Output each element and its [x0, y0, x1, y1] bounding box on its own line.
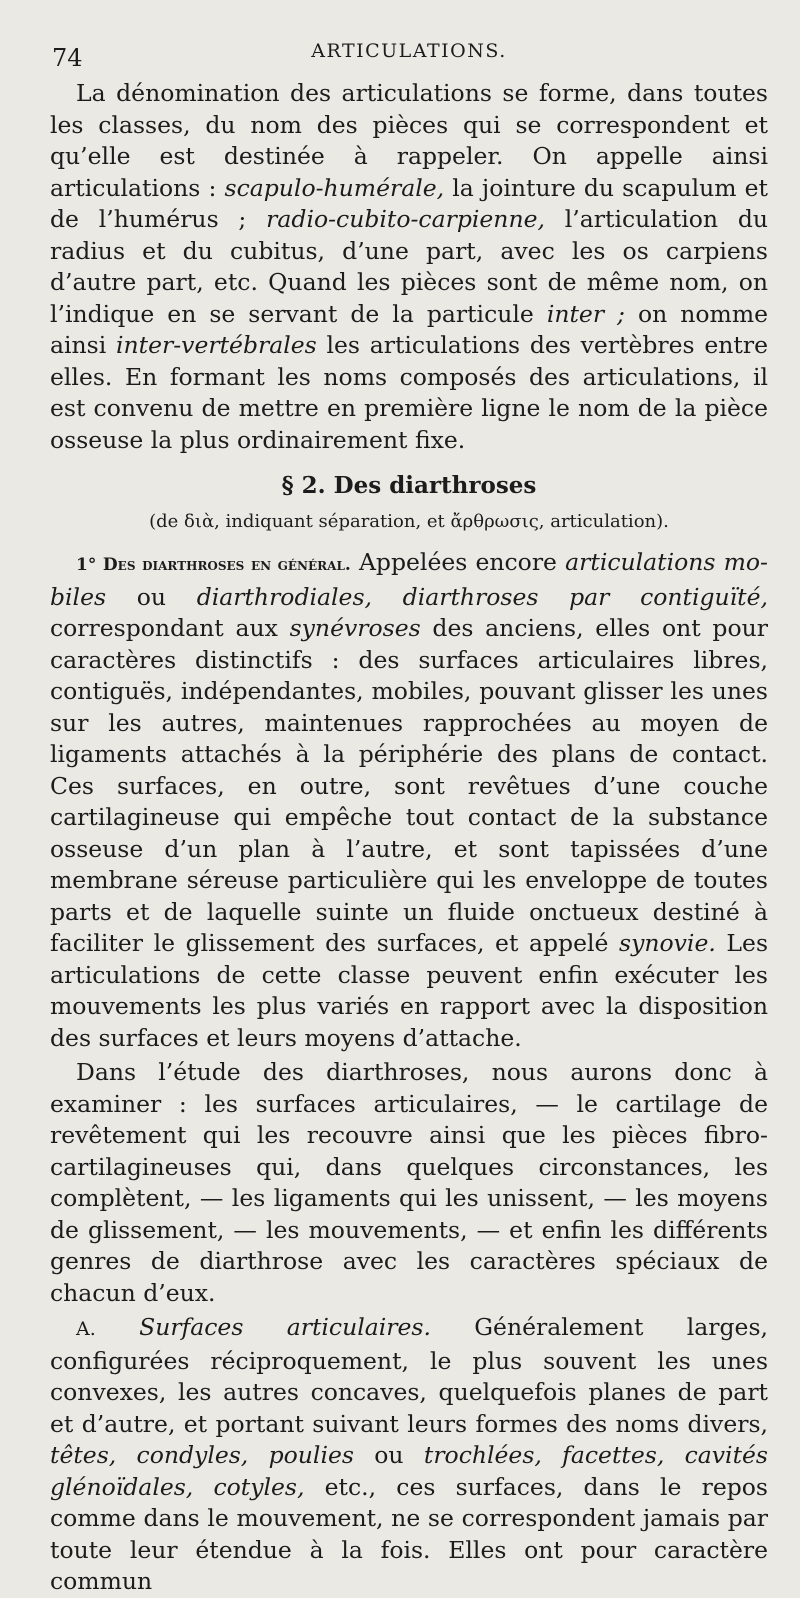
italic-term: inter-vertébrales: [116, 331, 317, 359]
text-run: les articulations des vertèbres entre elles. En formant les noms composés des articulations, il est convenu de mettre en première ligne le nom de la pièce osseuse la plus ordinairement fixe.: [50, 331, 768, 454]
subsection-heading: Surfaces articulaires.: [95, 1313, 431, 1341]
paragraph-intro: [50, 78, 768, 456]
subsection-letter: A.: [76, 1318, 96, 1340]
text-run: l’articulation du radius et du cubitus, d’une part, avec les os carpiens d’autre part, etc. Quand les pièces sont de même nom, on l’indique en se servant de la particule: [50, 205, 769, 328]
text-run: Appelées encore: [350, 548, 566, 576]
italic-term: diarthrodiales, diarthroses par contiguïté,: [196, 582, 768, 611]
text-run: ou: [106, 582, 197, 611]
text-run: La dénomination des articulations se forme, dans toutes les classes, du nom des pièces qui se correspondent et qu’elle est destinée à rappeler. On appelle ainsi articulations :: [50, 79, 768, 202]
page-number: 74: [52, 44, 83, 72]
page-header: [50, 30, 768, 78]
italic-term: scapulo-humérale,: [224, 173, 445, 202]
section-subtitle: (de διὰ, indiquant séparation, et ἄρθρωσις, articulation).: [149, 510, 669, 532]
subsection-heading: 1° Des diarthroses en général.: [76, 555, 351, 575]
italic-term: trochlées, facettes, cavités glénoïdales, cotyles,: [50, 1441, 768, 1501]
running-title: ARTICULATIONS.: [311, 40, 507, 62]
italic-term: radio-cubito-carpienne,: [266, 205, 545, 233]
text-run: ou: [353, 1441, 424, 1469]
text-run: etc., ces surfaces, dans le repos comme dans le mouvement, ne se correspondent jamais par toute leur étendue à la fois. Elles ont pour caractère commun: [50, 1472, 768, 1595]
text-run: la jointure du scapulum et de l’humérus ;: [50, 173, 768, 233]
text-run: correspondant aux: [50, 614, 290, 642]
text-run: Généralement larges, configurées réciproquement, le plus souvent les unes convexes, les autres concaves, quelquefois planes de part et d’autre, et portant suivant leurs formes des noms divers,: [50, 1313, 768, 1438]
section-title: § 2. Des diarthroses: [281, 472, 537, 499]
italic-term: synévroses: [289, 614, 421, 642]
italic-term: têtes, condyles, poulies: [50, 1441, 354, 1469]
italic-term: synovie.: [619, 929, 716, 957]
paragraph-etude: Dans l’étude des diarthroses, nous aurons donc à examiner : les surfaces articulaires, — le cartilage de revêtement qui les recouvre ainsi que les pièces fibro-cartilagineuses qui, dans quelques circonstances, les complètent, — les ligaments qui les unissent, — les moyens de glissement, — les mouvements, — et enfin les différents genres de diarthrose avec les caractères spéciaux de chacun d’eux.: [50, 1058, 768, 1307]
italic-term: inter ;: [546, 299, 625, 328]
text-run: Les articulations de cette classe peuvent enfin exécuter les mouvements les plus variés en rapport avec la disposition des surfaces et leurs moyens d’attache.: [50, 929, 769, 1052]
body-text: [50, 78, 768, 1598]
paragraph-general: [50, 547, 768, 1054]
text-run: des anciens, elles ont pour caractères distinctifs : des surfaces articulaires libres, contiguës, indépendantes, mobiles, pouvant glisser les unes sur les autres, maintenues rapprochées au moyen de ligaments attachés à la périphérie des plans de contact. Ces surfaces, en outre, sont revêtues d’une couche cartilagineuse qui empêche tout contact de la substance osseuse d’un plan à l’autre, et sont tapissées d’une membrane séreuse particulière qui les enveloppe de toutes parts et de laquelle suinte un fluide onctueux destiné à faciliter le glissement des surfaces, et appelé: [50, 614, 768, 957]
italic-term: articulations mobiles: [50, 548, 768, 611]
text-run: on nomme ainsi: [50, 299, 769, 359]
paragraph-surfaces: [50, 1312, 768, 1598]
